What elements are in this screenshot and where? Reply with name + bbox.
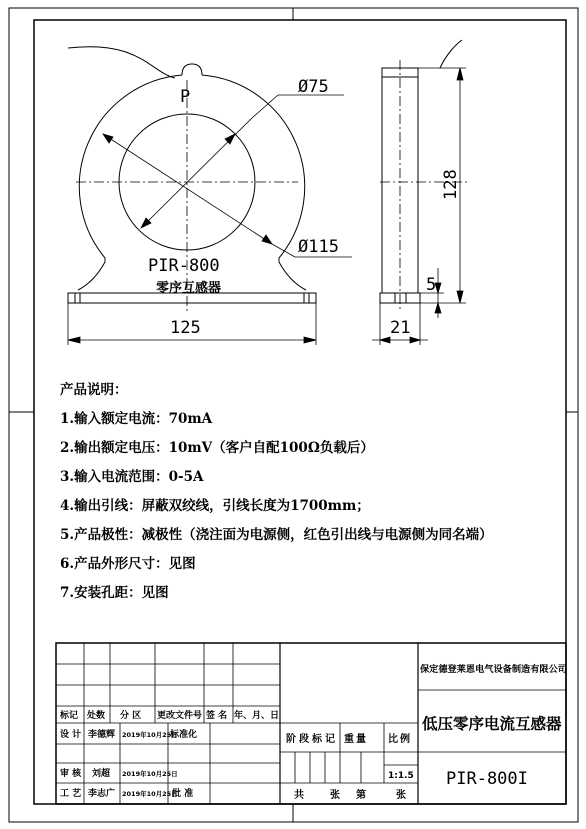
pin-label: P xyxy=(180,87,191,107)
thickness-dim-label: 21 xyxy=(390,318,411,338)
weight-label: 重量 xyxy=(344,734,368,745)
design-label: 设 计 xyxy=(60,730,82,740)
device-name-label: 零序互感器 xyxy=(156,281,222,296)
header-mark: 标记 xyxy=(60,711,79,721)
product-notes xyxy=(60,376,560,608)
note-line: 6.产品外形尺寸：见图 xyxy=(60,556,196,572)
center-lines xyxy=(76,60,468,312)
stage-label: 阶段标记 xyxy=(286,734,338,745)
header-change-doc: 更改文件号 xyxy=(157,711,203,721)
width-dim-label: 125 xyxy=(170,318,201,338)
notes-title: 产品说明： xyxy=(60,382,128,398)
lead-wire xyxy=(68,47,175,78)
sheet-no-label: 第 xyxy=(356,790,366,801)
process-person: 李志广 xyxy=(88,789,116,799)
review-date: 2019年10月25日 xyxy=(122,770,178,778)
sheet-unit-label: 张 xyxy=(396,790,406,801)
scale-label: 比例 xyxy=(388,734,412,745)
note-line: 4.输出引线：屏蔽双绞线，引线长度为1700mm； xyxy=(60,498,370,514)
scale-value: 1:1.5 xyxy=(388,771,414,781)
review-person: 刘超 xyxy=(92,769,111,779)
drawing-number: PIR-800I xyxy=(446,769,528,789)
sheets-total-label: 共 xyxy=(294,790,304,801)
process-label: 工 艺 xyxy=(60,789,82,799)
product-name: 低压零序电流互感器 xyxy=(422,714,562,733)
note-line: 5.产品极性：减极性（浇注面为电源侧，红色引出线与电源侧为同名端） xyxy=(60,527,493,543)
header-count: 处数 xyxy=(87,711,106,721)
process-date: 2019年10月25日 xyxy=(122,790,178,798)
note-line: 2.输出额定电压：10mV（客户自配100Ω负载后） xyxy=(60,440,374,456)
inner-diameter-label: Ø75 xyxy=(298,77,329,97)
lead-wire-side xyxy=(440,40,462,68)
approve-label: 批 准 xyxy=(172,789,194,799)
height-dim-label: 128 xyxy=(441,169,461,200)
standard-label: 标准化 xyxy=(170,730,198,740)
header-date: 年、月、日 xyxy=(234,711,280,721)
diameter-dims xyxy=(103,95,352,257)
header-zone: 分 区 xyxy=(120,711,142,721)
model-label: PIR-800 xyxy=(148,256,220,276)
note-line: 1.输入额定电流：70mA xyxy=(60,411,213,427)
note-line: 7.安装孔距：见图 xyxy=(60,585,169,601)
sheets-unit-label: 张 xyxy=(330,790,340,801)
note-line: 3.输入电流范围：0-5A xyxy=(60,469,204,485)
base-dim-label: 5 xyxy=(426,275,437,295)
company-name: 保定德登莱恩电气设备制造有限公司 xyxy=(420,664,567,675)
design-person: 李德辉 xyxy=(88,730,116,740)
outer-diameter-label: Ø115 xyxy=(298,237,339,257)
header-sign: 签 名 xyxy=(206,711,228,721)
design-date: 2019年10月25日 xyxy=(122,731,178,739)
review-label: 审 核 xyxy=(60,769,82,779)
